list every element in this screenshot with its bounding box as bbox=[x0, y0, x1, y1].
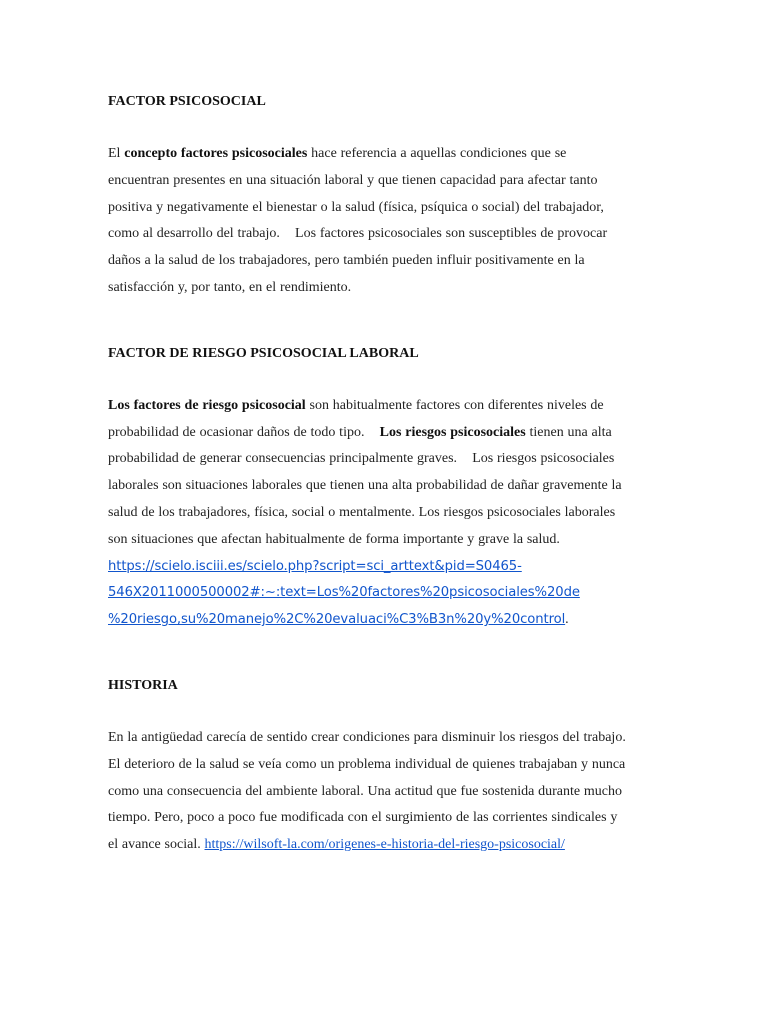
scielo-link-part[interactable]: %20riesgo,su%20manejo%2C%20evaluaci%C3%B3n%20y%20control bbox=[108, 612, 566, 628]
paragraph-riesgo bbox=[108, 393, 668, 634]
paragraph-line: encuentran presentes en una situación laboral y que tienen capacidad para afectar tanto bbox=[108, 172, 598, 188]
paragraph-historia bbox=[108, 725, 668, 859]
paragraph-line bbox=[108, 580, 668, 607]
paragraph-line: daños a la salud de los trabajadores, pero también pueden influir positivamente en la bbox=[108, 253, 585, 269]
paragraph-line bbox=[108, 554, 668, 581]
paragraph-line: laborales son situaciones laborales que tienen una alta probabilidad de dañar gravemente la bbox=[108, 478, 622, 494]
paragraph-line bbox=[108, 607, 668, 634]
section-heading-historia: HISTORIA bbox=[108, 677, 178, 693]
wilsoft-link[interactable]: https://wilsoft-la.com/origenes-e-historia-del-riesgo-psicosocial/ bbox=[204, 837, 565, 853]
text-run: tienen una alta bbox=[525, 424, 612, 440]
section-heading-factor-riesgo: FACTOR DE RIESGO PSICOSOCIAL LABORAL bbox=[108, 345, 419, 361]
paragraph-line bbox=[108, 420, 668, 447]
section-heading-factor-psicosocial: FACTOR PSICOSOCIAL bbox=[108, 94, 266, 109]
paragraph-line: como al desarrollo del trabajo. Los factores psicosociales son susceptibles de provocar bbox=[108, 226, 608, 242]
text-run: son habitualmente factores con diferentes niveles de bbox=[305, 397, 604, 413]
scielo-link-part[interactable]: https://scielo.isciii.es/scielo.php?script=sci_arttext&pid=S0465- bbox=[108, 558, 522, 574]
paragraph-line: como una consecuencia del ambiente laboral. Una actitud que fue sostenida durante mucho bbox=[108, 783, 623, 799]
document-page bbox=[108, 88, 668, 859]
paragraph-line bbox=[108, 832, 668, 859]
bold-term: Los factores de riesgo psicosocial bbox=[108, 397, 306, 413]
paragraph-line: En la antigüedad carecía de sentido crear condiciones para disminuir los riesgos del trabajo. bbox=[108, 729, 626, 745]
paragraph-line: satisfacción y, por tanto, en el rendimiento. bbox=[108, 279, 352, 295]
text-run: . bbox=[565, 612, 569, 628]
paragraph-line: tiempo. Pero, poco a poco fue modificada con el surgimiento de las corrientes sindicales y bbox=[108, 810, 618, 826]
paragraph-line bbox=[108, 141, 668, 168]
text-run: el avance social. bbox=[108, 837, 205, 853]
text-run: probabilidad de ocasionar daños de todo tipo. bbox=[108, 424, 380, 440]
text-run: El bbox=[108, 146, 125, 161]
text-run: hace referencia a aquellas condiciones que se bbox=[307, 146, 567, 161]
paragraph-line: positiva y negativamente el bienestar o la salud (física, psíquica o social) del trabajador, bbox=[108, 199, 604, 215]
paragraph-line: El deterioro de la salud se veía como un problema individual de quienes trabajaban y nunca bbox=[108, 756, 626, 772]
paragraph-line bbox=[108, 393, 668, 420]
bold-term: concepto factores psicosociales bbox=[124, 146, 308, 161]
scielo-link-part[interactable]: 546X2011000500002#:~:text=Los%20factores%20psicosociales%20de bbox=[108, 585, 580, 601]
paragraph-line: son situaciones que afectan habitualmente de forma importante y grave la salud. bbox=[108, 531, 560, 547]
paragraph-line: probabilidad de generar consecuencias principalmente graves. Los riesgos psicosociales bbox=[108, 451, 615, 467]
bold-term: Los riesgos psicosociales bbox=[379, 424, 526, 440]
paragraph-concepto bbox=[108, 141, 668, 302]
paragraph-line: salud de los trabajadores, física, social o mentalmente. Los riesgos psicosociales laborales bbox=[108, 504, 616, 520]
